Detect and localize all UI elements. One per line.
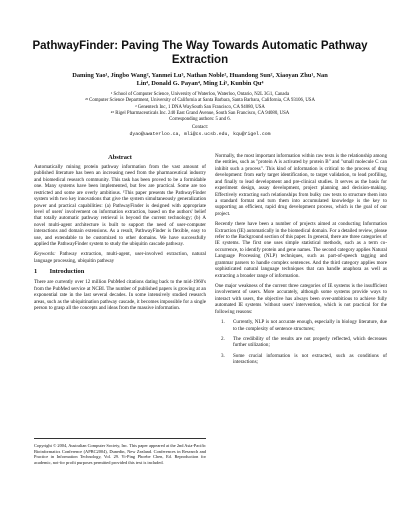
intro-paragraph-4: One major weakness of the current three categories of IE systems is the insufficient involvement of users. More accurately, although some systems provide ways to interact with users, the objective has always been over-ambitious to achieve fully automated IE systems 'without users' intervention, which is not practical for the following reasons: bbox=[215, 283, 387, 315]
section-title: Introduction bbox=[49, 268, 85, 276]
intro-paragraph-2: Normally, the most important information within raw texts is the relationship among the entities, such as "protein A is activated by protein B" and "small molecule C can inhibit such a process". This kind of information is critical to the process of drug development: from early target identification, to target validation, to lead profiling, and finally to lead development and pre-clinical studies. It serves as the basis for experiment design, assay development, project planning and decision-making. Effectively extracting such relationships from bulky raw texts to structure them into a standard format and turn them into accumulated knowledge is the key to supporting an efficient, rapid drug development process, which is the goal of our project. bbox=[215, 153, 387, 217]
authors-line-2: Lin⁴, Donald G. Payan⁴, Ming Li⁵, Kunbin Qu⁴ bbox=[136, 80, 264, 88]
affiliation-3: ³ Genentech Inc, 1 DNA WaySouth San Francisco, CA 94080, USA bbox=[135, 104, 265, 110]
keywords-text: Pathway extraction, multi-agent, user-involved extraction, natural language processing, ubiquitin pathway bbox=[34, 251, 206, 264]
abstract-heading: Abstract bbox=[108, 154, 132, 161]
affiliation-4: ⁴⁵ Rigel Pharmaceuticals Inc. 240 East Grand Avenue, South San Francisco, CA 94080, USA bbox=[110, 110, 290, 116]
list-item-number: 2. bbox=[221, 335, 225, 342]
paper-title bbox=[20, 40, 380, 67]
contact-label: Contact: bbox=[191, 125, 209, 131]
intro-paragraph-3: Recently there have been a number of projects aimed at conducting Information Extraction (IE) automatically in the biomedical domain. For a detailed review, please refer to the Background section of this paper. In general, there are three categories of IE systems. The first one uses simple statistical methods, such as a term co-occurrence, to identify protein and gene names. The second category applies Natural Language Processing (NLP) techniques, such as part-of-speech tagging and grammar parsers to handle complex sentences. And the third category applies more sophisticated natural language techniques that can handle anaphora as well as extracting a broader range of information. bbox=[215, 221, 387, 279]
list-item-number: 1. bbox=[221, 319, 225, 326]
section-heading-introduction bbox=[34, 268, 206, 276]
list-item-text: Currently, NLP is not accurate enough, especially in biology literature, due to the complexity of sentence structures; bbox=[233, 319, 387, 332]
authors-line-1: Daming Yao¹, Jingbo Wang², Yanmei Lu³, Nathan Noble², Huandong Sun², Xiaoyan Zhu¹, Nan bbox=[72, 72, 328, 79]
list-item bbox=[215, 353, 387, 366]
copyright-notice: Copyright © 2004, Australian Computer Society, Inc. This paper appeared at the 2nd Asia-Pacific Bioinformatics Conference (APBC2004), Dunedin, New Zealand. Conferences in Research and Practice in Information Technology, Vol. 29. Yi-Ping Phoebe Chen, Ed. Reproduction for academic, not-for profit purposes permitted provided this text is included. bbox=[34, 438, 206, 465]
affiliations bbox=[20, 92, 380, 138]
reasons-list bbox=[215, 319, 387, 366]
list-item-text: The credibility of the results are not properly reflected, which decreases further utilization; bbox=[233, 335, 387, 349]
list-item-text: Some crucial information is not extracted, such as conditions of interactions; bbox=[233, 352, 387, 366]
keywords-label: Keywords: bbox=[34, 251, 56, 258]
list-item bbox=[215, 336, 387, 349]
left-column bbox=[34, 153, 206, 315]
title-line-1: PathwayFinder: Paving The Way Towards Automatic Pathway bbox=[32, 40, 368, 52]
section-number: 1 bbox=[34, 268, 38, 276]
list-item-number: 3. bbox=[221, 352, 225, 359]
keywords bbox=[34, 251, 206, 264]
title-line-2: Extraction bbox=[171, 53, 229, 66]
abstract-text: Automatically mining protein pathway information from the vast amount of published literature has been an increasing need from the pharmaceutical industry and biomedical research community. This task has been proved to be a formidable one. Many systems have been implemented, but few are practical. Some are too restricted and some are overly ambitious. ¹This paper presents the PathwayFinder system with two key innovations that give the system simultaneously generalization power and practical capabilities: (a) PathwayFinder is designed with appropriate level of users' involvement on information extraction, based on the authors' belief that totally automatic pathway retrieval is beyond the current technology; (b) A novel multi-agent architecture is built to support the need of user-computer interactions and domain extensions. As a result, PathwayFinder is flexible, easy to use, and extendable to be customized to other domains. We have successfully applied the PathwayFinder system to study the ubiquitin cascade pathway. bbox=[34, 164, 206, 248]
intro-paragraph-1: There are currently over 12 million PubMed citations dating back to the mid-1960's from the PubMed service at NCBI. The number of published papers is growing at an exponential rate in the last several decades. In some intensively studied research areas, such as the ubiquitination pathway cascade, it becomes impossible for a single person to grasp all the concepts and ideas from the massive information. bbox=[34, 279, 206, 312]
list-item bbox=[215, 319, 387, 332]
corresponding-authors: Corresponding authors: 5 and 6. bbox=[169, 117, 231, 123]
affiliation-2: ²³ Computer Science Department, University of California at Santa Barbara, Santa Barbara, California, CA 93106, USA bbox=[85, 98, 315, 104]
contact-emails: dyao@uwaterloo.ca, mli@cs.ucsb.edu, kqu@rigel.com bbox=[129, 131, 271, 137]
author-list bbox=[20, 72, 380, 89]
affiliation-1: ¹ School of Computer Science, University of Waterloo, Waterloo, Ontario, N2L 3G1, Canada bbox=[110, 92, 290, 97]
right-column bbox=[215, 153, 387, 370]
